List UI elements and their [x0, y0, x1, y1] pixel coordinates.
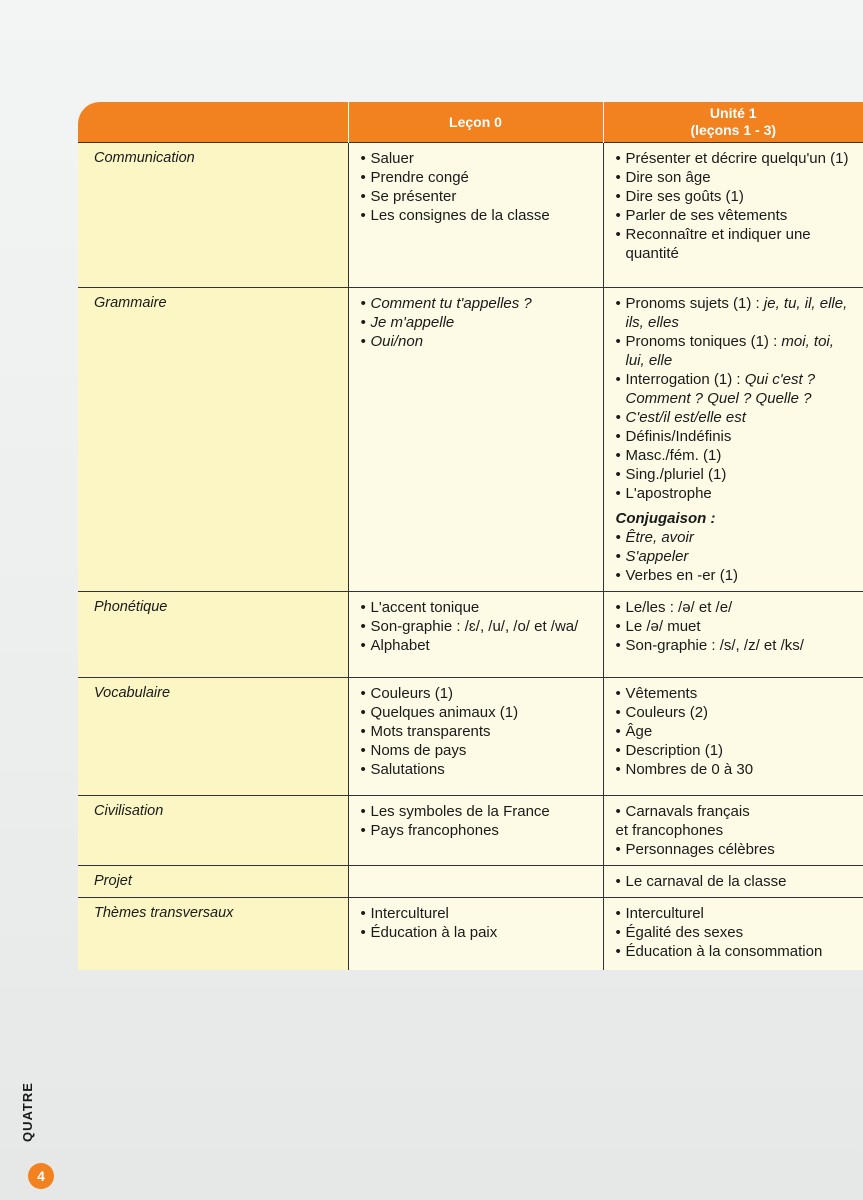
list-item: • Prendre congé — [361, 168, 595, 187]
header-corner — [78, 102, 348, 143]
list-item: • Salutations — [361, 760, 595, 779]
lesson0-civilisation — [348, 796, 603, 866]
header-unit1 — [603, 102, 863, 143]
category-phonetique: Phonétique — [78, 592, 348, 678]
list-item: • Présenter et décrire quelqu'un (1) — [616, 149, 856, 168]
list-item: • Couleurs (2) — [616, 703, 856, 722]
list-item: • L'accent tonique — [361, 598, 595, 617]
list-item: • Description (1) — [616, 741, 856, 760]
unit1-communication — [603, 143, 863, 288]
list-item: • Nombres de 0 à 30 — [616, 760, 856, 779]
list-item: • Le/les : /ə/ et /e/ — [616, 598, 856, 617]
lesson0-phonetique — [348, 592, 603, 678]
list-item: • L'apostrophe — [616, 484, 856, 503]
unit1-projet — [603, 866, 863, 898]
list-item: • Reconnaître et indiquer une quantité — [616, 225, 856, 263]
list-item: • Mots transparents — [361, 722, 595, 741]
category-vocabulaire: Vocabulaire — [78, 678, 348, 796]
page-number: 4 — [37, 1168, 45, 1184]
list-item: • Oui/non — [361, 332, 595, 351]
lesson0-communication — [348, 143, 603, 288]
list-item: • Interculturel — [616, 904, 856, 923]
list-item: • Parler de ses vêtements — [616, 206, 856, 225]
list-item: • S'appeler — [616, 547, 856, 566]
list-item: • Se présenter — [361, 187, 595, 206]
list-item: • Définis/Indéfinis — [616, 427, 856, 446]
lesson0-grammaire — [348, 288, 603, 592]
category-projet: Projet — [78, 866, 348, 898]
list-item: • Le carnaval de la classe — [616, 872, 856, 891]
list-item-continuation: et francophones — [615, 822, 724, 839]
list-item: • Le /ə/ muet — [616, 617, 856, 636]
table-row — [78, 678, 863, 796]
list-item: • Dire son âge — [616, 168, 856, 187]
table-row — [78, 592, 863, 678]
list-item: • Les consignes de la classe — [361, 206, 595, 225]
side-label — [20, 1082, 62, 1150]
table-row — [78, 143, 863, 288]
table-row — [78, 288, 863, 592]
program-table — [78, 102, 863, 970]
list-item: • Pronoms sujets (1) : je, tu, il, elle, ils, elles — [616, 294, 856, 332]
list-item: • Égalité des sexes — [616, 923, 856, 942]
list-item: • Être, avoir — [616, 528, 856, 547]
lesson0-vocabulaire — [348, 678, 603, 796]
list-item: • Dire ses goûts (1) — [616, 187, 856, 206]
list-item: • Personnages célèbres — [616, 840, 856, 859]
list-item: • Pronoms toniques (1) : moi, toi, lui, elle — [616, 332, 856, 370]
table-row — [78, 866, 863, 898]
side-label-text: QUATRE — [20, 1082, 35, 1142]
lesson0-projet — [348, 866, 603, 898]
header-unit1-title: Unité 1 — [709, 105, 757, 121]
list-item: • Comment tu t'appelles ? — [361, 294, 595, 313]
list-item: • Saluer — [361, 149, 595, 168]
list-item: • Carnavals français — [616, 802, 856, 821]
unit1-grammaire — [603, 288, 863, 592]
list-item: • Pays francophones — [361, 821, 595, 840]
unit1-vocabulaire — [603, 678, 863, 796]
list-item: • Son-graphie : /s/, /z/ et /ks/ — [616, 636, 856, 655]
list-item: • Interculturel — [361, 904, 595, 923]
unit1-phonetique — [603, 592, 863, 678]
list-item: • Éducation à la consommation — [616, 942, 856, 961]
list-item: • Son-graphie : /ɛ/, /u/, /o/ et /wa/ — [361, 617, 595, 636]
conjugaison-heading: Conjugaison : — [615, 510, 716, 527]
list-item: • Couleurs (1) — [361, 684, 595, 703]
list-item: • Quelques animaux (1) — [361, 703, 595, 722]
category-communication: Communication — [78, 143, 348, 288]
list-item: • Sing./pluriel (1) — [616, 465, 856, 484]
list-item: • Interrogation (1) : Qui c'est ? Comment ? Quel ? Quelle ? — [616, 370, 856, 408]
list-item: • Éducation à la paix — [361, 923, 595, 942]
category-civilisation: Civilisation — [78, 796, 348, 866]
list-item: • Je m'appelle — [361, 313, 595, 332]
header-lesson0: Leçon 0 — [348, 102, 603, 143]
page-number-badge — [28, 1163, 54, 1189]
table-row — [78, 796, 863, 866]
list-item: • C'est/il est/elle est — [616, 408, 856, 427]
list-item: • Âge — [616, 722, 856, 741]
unit1-civilisation — [603, 796, 863, 866]
list-item: • Les symboles de la France — [361, 802, 595, 821]
table-header-row — [78, 102, 863, 143]
list-item: • Alphabet — [361, 636, 595, 655]
category-themes-transversaux: Thèmes transversaux — [78, 898, 348, 970]
list-item: • Verbes en -er (1) — [616, 566, 856, 585]
lesson0-themes — [348, 898, 603, 970]
list-item: • Vêtements — [616, 684, 856, 703]
unit1-themes — [603, 898, 863, 970]
list-item: • Masc./fém. (1) — [616, 446, 856, 465]
header-unit1-subtitle: (leçons 1 - 3) — [690, 122, 777, 138]
list-item: • Noms de pays — [361, 741, 595, 760]
table-row — [78, 898, 863, 970]
category-grammaire: Grammaire — [78, 288, 348, 592]
